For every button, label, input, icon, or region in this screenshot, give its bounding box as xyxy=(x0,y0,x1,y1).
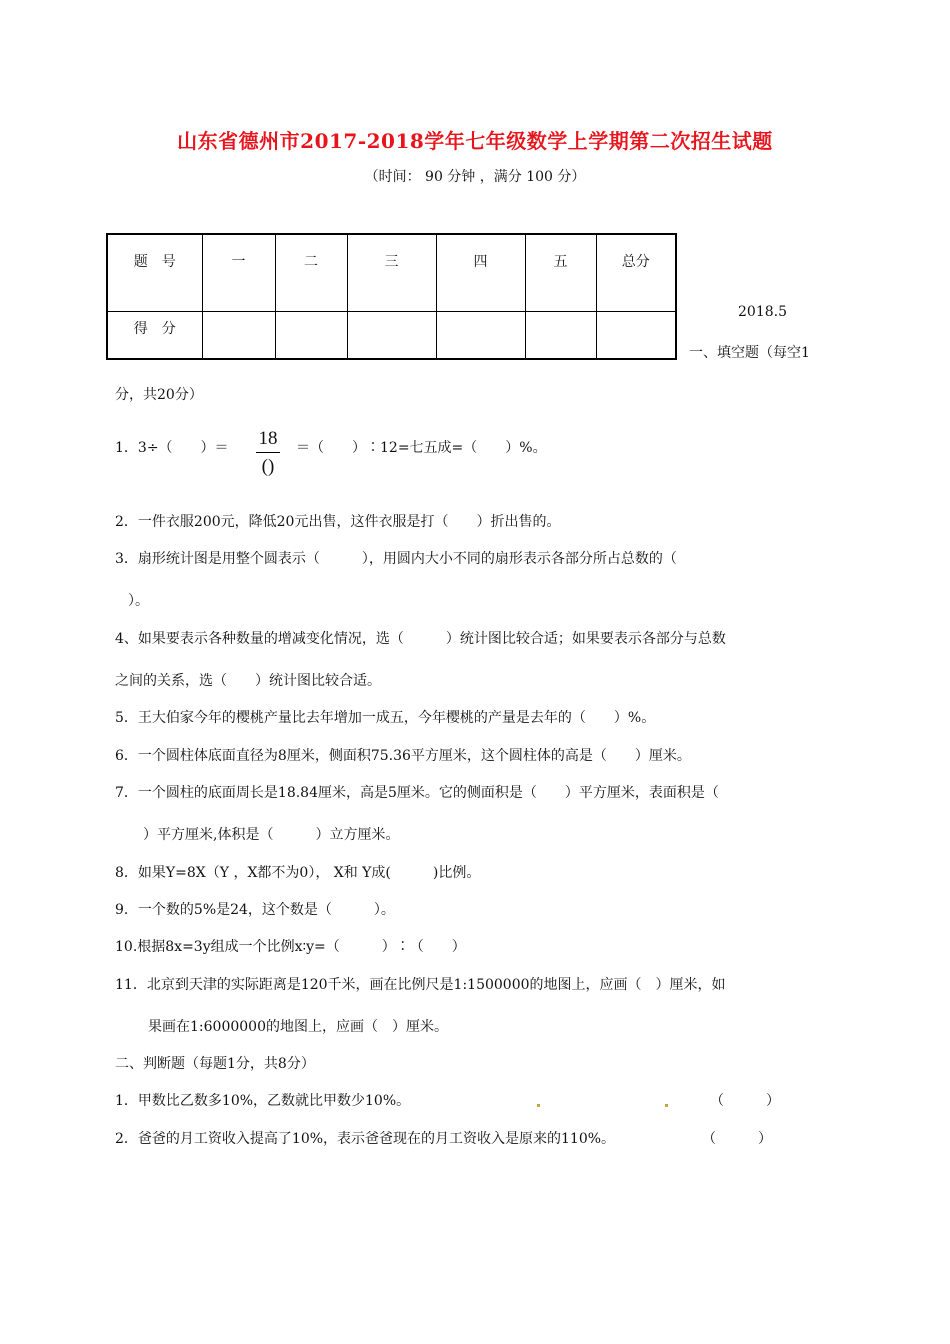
score-header-cell: 二 xyxy=(275,234,347,312)
question-7: 7．一个圆柱的底面周长是18.84厘米，高是5厘米。它的侧面积是（ ）平方厘米，表面积是（ xyxy=(115,785,719,801)
question-3-cont: ）。 xyxy=(128,593,149,609)
score-row-label: 得 分 xyxy=(107,312,202,360)
score-table-header-row xyxy=(107,234,676,312)
score-header-cell: 题 号 xyxy=(107,234,202,312)
score-cell[interactable] xyxy=(347,312,436,360)
judge-question-2: 2．爸爸的月工资收入提高了10%，表示爸爸现在的月工资收入是原来的110%。 xyxy=(115,1131,616,1147)
score-header-cell: 五 xyxy=(525,234,596,312)
question-11-cont: 果画在1:6000000的地图上，应画（ ）厘米。 xyxy=(148,1019,448,1035)
score-cell[interactable] xyxy=(436,312,525,360)
question-10: 10.根据8x=3y组成一个比例x∶y=（ ）∶（ ） xyxy=(115,939,466,955)
section2-heading: 二、判断题（每题1分，共8分） xyxy=(115,1056,315,1072)
question-4: 4、如果要表示各种数量的增减变化情况，选（ ）统计图比较合适；如果要表示各部分与总数 xyxy=(115,631,726,647)
score-header-cell: 总分 xyxy=(596,234,676,312)
score-header-cell: 一 xyxy=(202,234,275,312)
score-table xyxy=(106,233,677,360)
judge-answer-2[interactable]: （ ） xyxy=(702,1131,772,1147)
fraction-numerator: 18 xyxy=(258,428,278,449)
fraction-bar xyxy=(256,452,280,453)
question-6: 6．一个圆柱体底面直径为8厘米，侧面积75.36平方厘米，这个圆柱体的高是（ ）厘米。 xyxy=(115,748,691,764)
question-1-part2: ＝（ ）∶12=七五成=（ ）%。 xyxy=(296,440,547,456)
question-9: 9．一个数的5%是24，这个数是（ ）。 xyxy=(115,902,395,918)
section1-heading-cont: 分，共20分） xyxy=(115,387,203,403)
question-5: 5．王大伯家今年的樱桃产量比去年增加一成五，今年樱桃的产量是去年的（ ）%。 xyxy=(115,710,656,726)
decorative-dot xyxy=(665,1104,668,1107)
question-2: 2．一件衣服200元，降低20元出售，这件衣服是打（ ）折出售的。 xyxy=(115,514,561,530)
judge-answer-1[interactable]: （ ） xyxy=(710,1093,780,1109)
question-11: 11．北京到天津的实际距离是120千米，画在比例尺是1:1500000的地图上，应画（ ）厘米，如 xyxy=(115,977,726,993)
fraction xyxy=(256,428,280,478)
fraction-denominator: () xyxy=(261,456,275,477)
question-7-cont: ）平方厘米,体积是（ ）立方厘米。 xyxy=(143,827,400,843)
exam-subtitle: （时间： 90 分钟 ，满分 100 分） xyxy=(364,169,586,185)
score-table-score-row xyxy=(107,312,676,360)
question-1-part1: 1．3÷（ ）＝ xyxy=(115,440,229,456)
score-cell[interactable] xyxy=(525,312,596,360)
score-header-cell: 三 xyxy=(347,234,436,312)
exam-date: 2018.5 xyxy=(738,304,787,320)
question-3: 3．扇形统计图是用整个圆表示（ ），用圆内大小不同的扇形表示各部分所占总数的（ xyxy=(115,551,677,567)
score-cell[interactable] xyxy=(202,312,275,360)
score-header-cell: 四 xyxy=(436,234,525,312)
score-cell[interactable] xyxy=(275,312,347,360)
judge-question-1: 1．甲数比乙数多10%，乙数就比甲数少10%。 xyxy=(115,1093,411,1109)
score-cell[interactable] xyxy=(596,312,676,360)
question-4-cont: 之间的关系，选（ ）统计图比较合适。 xyxy=(115,673,381,689)
question-8: 8．如果Y=8X（Y ，X都不为0）， X和 Y成( )比例。 xyxy=(115,865,481,881)
page-title: 山东省德州市2017-2018学年七年级数学上学期第二次招生试题 xyxy=(177,129,773,153)
section1-heading: 一、填空题（每空1 xyxy=(689,345,810,361)
decorative-dot xyxy=(537,1104,540,1107)
